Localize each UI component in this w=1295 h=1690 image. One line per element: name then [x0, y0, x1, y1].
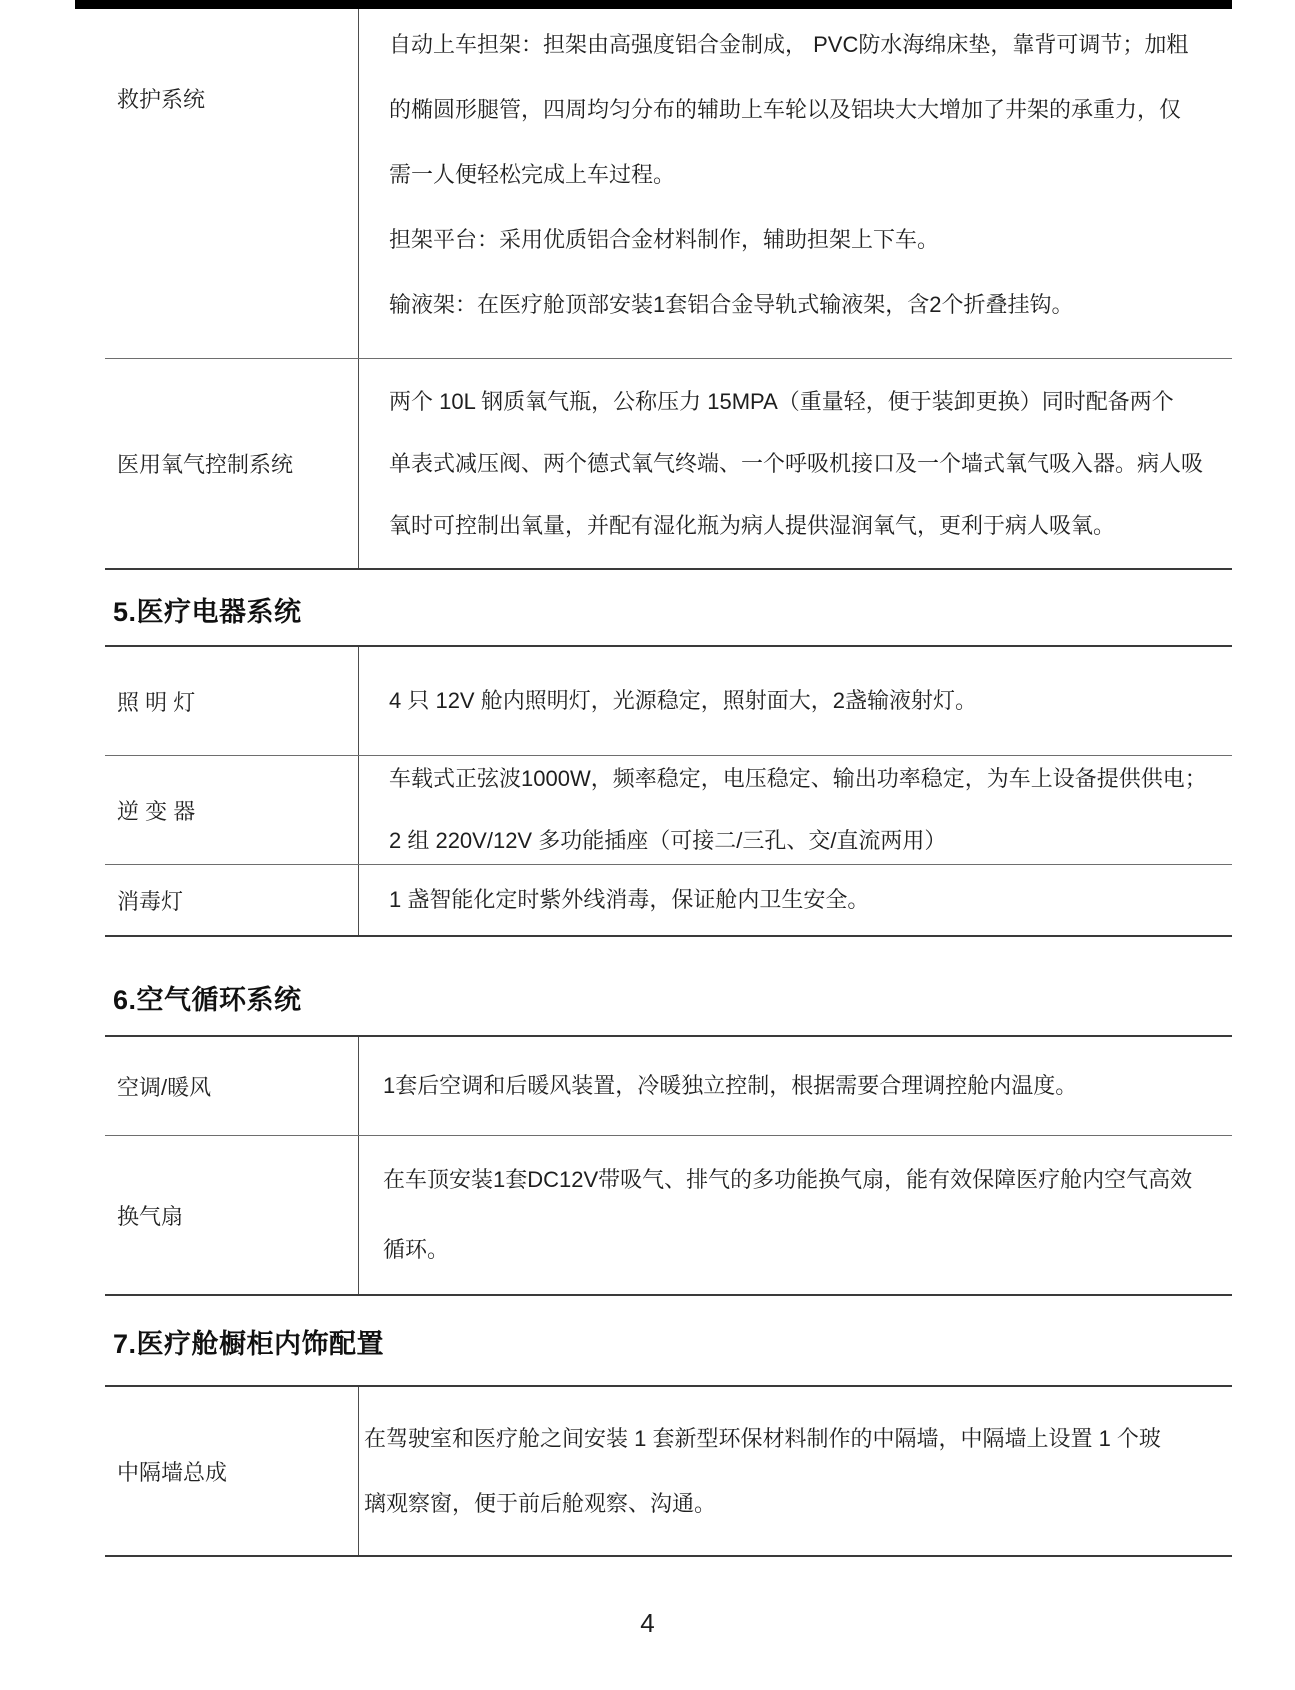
row-rescue-system: [105, 9, 1232, 358]
row-label-disinfection-lamp: 消毒灯: [117, 888, 184, 914]
description-line: 1套后空调和后暖风装置，冷暖独立控制，根据需要合理调控舱内温度。: [383, 1073, 1078, 1098]
description-line: 氧时可控制出氧量，并配有湿化瓶为病人提供湿润氧气，更利于病人吸氧。: [389, 512, 1116, 538]
description-line: 璃观察窗，便于前后舱观察、沟通。: [364, 1491, 717, 1516]
row-desc-disinfection-lamp: [358, 865, 1232, 935]
spec-table-partition: [105, 1385, 1232, 1557]
row-label-lighting: 照 明 灯: [117, 689, 196, 715]
row-desc-rescue-system: [358, 9, 1232, 358]
description-line: 单表式减压阀、两个德式氧气终端、一个呼吸机接口及一个墙式氧气吸入器。病人吸: [389, 450, 1204, 476]
section-heading-air-circulation: 6.空气循环系统: [113, 985, 302, 1015]
description-line: 4 只 12V 舱内照明灯，光源稳定，照射面大，2盏输液射灯。: [389, 688, 977, 713]
row-lighting: [105, 647, 1232, 755]
row-oxygen-control-system: [105, 358, 1232, 568]
spec-table-air-circulation: [105, 1035, 1232, 1296]
row-label-oxygen-control: 医用氧气控制系统: [117, 452, 294, 477]
row-desc-ac-heating: [358, 1037, 1232, 1135]
row-ac-heating: [105, 1037, 1232, 1135]
row-label-ac-heating: 空调/暖风: [117, 1074, 212, 1100]
row-label-rescue-system: 救护系统: [117, 87, 206, 112]
row-desc-inverter: [358, 756, 1232, 864]
section-heading-cabinet-interior: 7.医疗舱橱柜内饰配置: [113, 1329, 385, 1359]
description-line: 的椭圆形腿管，四周均匀分布的辅助上车轮以及铝块大大增加了井架的承重力，仅: [389, 97, 1182, 122]
row-ventilation-fan: [105, 1135, 1232, 1294]
row-disinfection-lamp: [105, 864, 1232, 935]
description-line: 在驾驶室和医疗舱之间安装 1 套新型环保材料制作的中隔墙，中隔墙上设置 1 个玻: [364, 1426, 1161, 1451]
spec-table-rescue-oxygen: [105, 9, 1232, 570]
row-label-inverter: 逆 变 器: [117, 798, 196, 824]
description-line: 循环。: [383, 1237, 450, 1262]
row-desc-partition-wall: [358, 1387, 1232, 1555]
row-inverter: [105, 755, 1232, 864]
row-desc-ventilation-fan: [358, 1136, 1232, 1294]
description-line: 需一人便轻松完成上车过程。: [389, 162, 676, 187]
top-thick-border-bar: [75, 0, 1232, 9]
description-line: 1 盏智能化定时紫外线消毒，保证舱内卫生安全。: [389, 887, 870, 912]
section-heading-medical-electrical: 5.医疗电器系统: [113, 597, 302, 627]
description-line: 两个 10L 钢质氧气瓶，公称压力 15MPA（重量轻，便于装卸更换）同时配备两个: [389, 388, 1174, 414]
page-number: 4: [640, 1608, 655, 1638]
row-label-ventilation-fan: 换气扇: [117, 1203, 184, 1229]
row-label-partition-wall: 中隔墙总成: [117, 1459, 228, 1485]
row-partition-wall: [105, 1387, 1232, 1555]
description-line: 自动上车担架：担架由高强度铝合金制成， PVC防水海绵床垫，靠背可调节；加粗: [389, 32, 1189, 57]
spec-table-electrical: [105, 645, 1232, 937]
description-line: 输液架：在医疗舱顶部安装1套铝合金导轨式输液架，含2个折叠挂钩。: [389, 292, 1074, 317]
description-line: 车载式正弦波1000W，频率稳定，电压稳定、输出功率稳定，为车上设备提供供电；: [389, 766, 1207, 791]
row-desc-lighting: [358, 647, 1232, 755]
description-line: 担架平台：采用优质铝合金材料制作，辅助担架上下车。: [389, 227, 940, 252]
row-desc-oxygen-control: [358, 359, 1232, 568]
description-line: 2 组 220V/12V 多功能插座（可接二/三孔、交/直流两用）: [389, 828, 947, 853]
description-line: 在车顶安装1套DC12V带吸气、排气的多功能换气扇，能有效保障医疗舱内空气高效: [383, 1167, 1193, 1192]
